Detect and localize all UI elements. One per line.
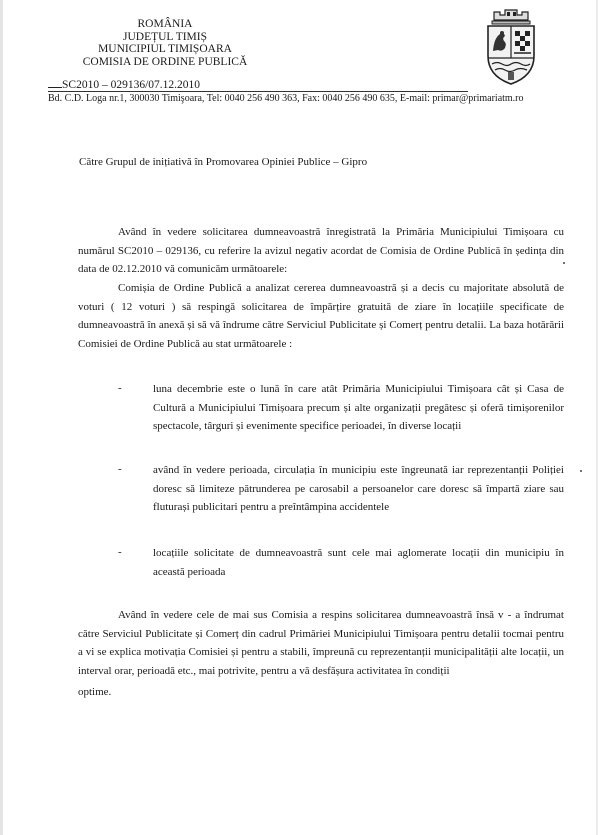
letterhead: [40, 18, 290, 68]
bullet-item-december: luna decembrie este o lună în care atât Primăria Municipiului Timișoara cât și Casa de Cultură a Municipiului Timișoara precum și alte organizații pregătesc și oferă timișorenilor spectacole, târguri și evenimente specifice perioadei, în diverse locații: [153, 383, 564, 433]
header-line-country: ROMÂNIA: [137, 18, 193, 30]
header-rule: [48, 91, 468, 92]
registration-number-text: SC2010 – 029136/07.12.2010: [62, 79, 201, 91]
header-line-commission: COMISIA DE ORDINE PUBLICĂ: [82, 55, 248, 68]
scan-speck: [580, 470, 582, 472]
bullet-item-locations: locațiile solicitate de dumneavoastră sunt cele mai aglomerate locații din municipiu în această perioada: [153, 547, 564, 578]
header-line-municipality: MUNICIPIUL TIMIȘOARA: [98, 43, 232, 55]
bullet-mark: -: [118, 546, 122, 558]
header-line-county: JUDEȚUL TIMIȘ: [122, 30, 207, 43]
paragraph-conclusion: Având în vedere cele de mai sus Comisia a respins solicitarea dumneavoastră însă v - a îndrumat către Serviciul Publicitate și Comerț din cadrul Primăriei Municipiului Timișoara pentru detalii tocmai pentru a vi se explica motivația Comisiei și pentru a stabili, împreună cu reprezentanții municipalității alte locații, un interval orar, perioadă etc., mai potrivite, pentru a vă desfășura activitatea în condiții: [78, 609, 564, 677]
paragraph-conclusion-end: optime.: [78, 686, 112, 698]
contact-address: Bd. C.D. Loga nr.1, 300030 Timişoara, Tel: 0040 256 490 363, Fax: 0040 256 490 635, E-mail: primar@primariatm.ro: [48, 93, 524, 104]
bullet-mark: -: [118, 463, 122, 475]
paragraph-intro: Având în vedere solicitarea dumneavoastră înregistrată la Primăria Municipiului Timișoara cu numărul SC2010 – 029136, cu referire la avizul negativ acordat de Comisia de Ordine Publică în ședința din data de 02.12.2010 vă comunicăm următoarele:: [78, 226, 564, 276]
paragraph-decision: Comișia de Ordine Publică a analizat cererea dumneavoastră și a decis cu majoritate absolută de voturi ( 12 voturi ) să respingă solicitarea de împărțire gratuită de ziare în locațiile specificate de dumneavoastră în anexă și să vă îndrume către Serviciul Publicitate și Comerț pentru detalii. La baza hotărării Comisiei de Ordine Publică au stat următoarele :: [78, 282, 564, 350]
bullet-item-traffic: având în vedere perioada, circulația în municipiu este îngreunată iar reprezentanții Poliției doresc să limiteze pătrunderea pe carosabil a persoanelor care doresc să împartă ziare sau fluturași publicitari pentru a preîntâmpina accidentele: [153, 464, 564, 514]
ref-underline-left: [48, 87, 62, 88]
scan-speck: [563, 262, 565, 264]
registration-number: [48, 79, 200, 91]
coat-of-arms-icon: [480, 6, 542, 88]
bullet-mark: -: [118, 382, 122, 394]
recipient-line: Către Grupul de inițiativă în Promovarea Opiniei Publice – Gipro: [79, 156, 368, 168]
